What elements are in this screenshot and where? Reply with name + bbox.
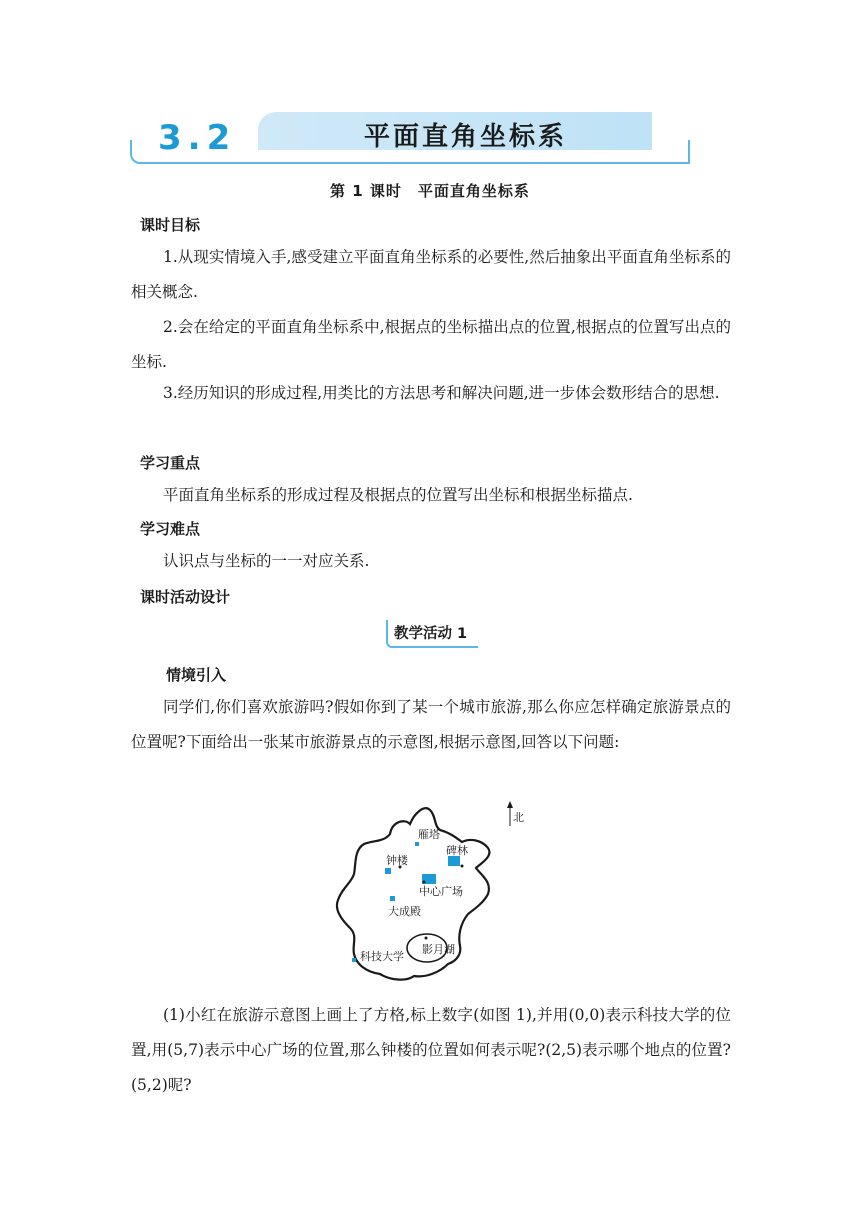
section-banner xyxy=(128,108,690,164)
marker-zhonglou xyxy=(385,868,391,874)
tourist-map-figure xyxy=(330,796,530,986)
label-beilin: 碑林 xyxy=(446,844,468,857)
question-1-text: (1)小红在旅游示意图上画上了方格,标上数字(如图 1),并用(0,0)表示科技大学的位置,用(5,7)表示中心广场的位置,那么钟楼的位置如何表示呢?(2,5)表示哪个地点的位置?(5,2)呢? xyxy=(131,1006,731,1094)
intro-text: 同学们,你们喜欢旅游吗?假如你到了某一个城市旅游,那么你应怎样确定旅游景点的位置呢?下面给出一张某市旅游景点的示意图,根据示意图,回答以下问题: xyxy=(131,698,731,751)
objective-item-2: 2.会在给定的平面直角坐标系中,根据点的坐标描出点的位置,根据点的位置写出点的坐标. xyxy=(131,318,731,371)
difficulties-heading: 学习难点 xyxy=(140,520,201,538)
dot-beilin xyxy=(461,865,464,868)
north-label: 北 xyxy=(513,811,524,824)
lesson-title: 第 1 课时 平面直角坐标系 xyxy=(330,182,530,200)
activity-label: 教学活动 1 xyxy=(394,626,468,642)
label-zhonglou: 钟楼 xyxy=(386,854,408,867)
label-dachengdian: 大成殿 xyxy=(388,905,421,918)
marker-beilin xyxy=(448,856,460,866)
objective-item-1: 1.从现实情境入手,感受建立平面直角坐标系的必要性,然后抽象出平面直角坐标系的相关概念. xyxy=(131,248,731,301)
key-points-heading: 学习重点 xyxy=(140,454,201,472)
activity-label-tag xyxy=(386,620,478,648)
objective-item-3: 3.经历知识的形成过程,用类比的方法思考和解决问题,进一步体会数形结合的思想. xyxy=(163,384,720,402)
label-tech-university: 科技大学 xyxy=(360,950,404,963)
section-number: 3.2 xyxy=(158,118,237,158)
objectives-heading: 课时目标 xyxy=(140,216,201,234)
section-title: 平面直角坐标系 xyxy=(364,122,568,152)
marker-tech-university xyxy=(352,958,356,962)
key-points-text: 平面直角坐标系的形成过程及根据点的位置写出坐标和根据坐标描点. xyxy=(163,486,633,504)
label-lake: 影月湖 xyxy=(422,943,455,956)
activity-design-heading: 课时活动设计 xyxy=(140,588,231,606)
marker-dachengdian xyxy=(390,896,395,901)
difficulties-text: 认识点与坐标的一一对应关系. xyxy=(163,552,370,570)
marker-yanta xyxy=(415,842,419,846)
dot-lake xyxy=(425,937,428,940)
label-center-square: 中心广场 xyxy=(419,885,463,898)
dot-center-square xyxy=(423,881,426,884)
north-arrow-icon xyxy=(507,801,513,808)
label-yanta: 雁塔 xyxy=(418,828,440,841)
intro-heading: 情境引入 xyxy=(166,666,227,684)
